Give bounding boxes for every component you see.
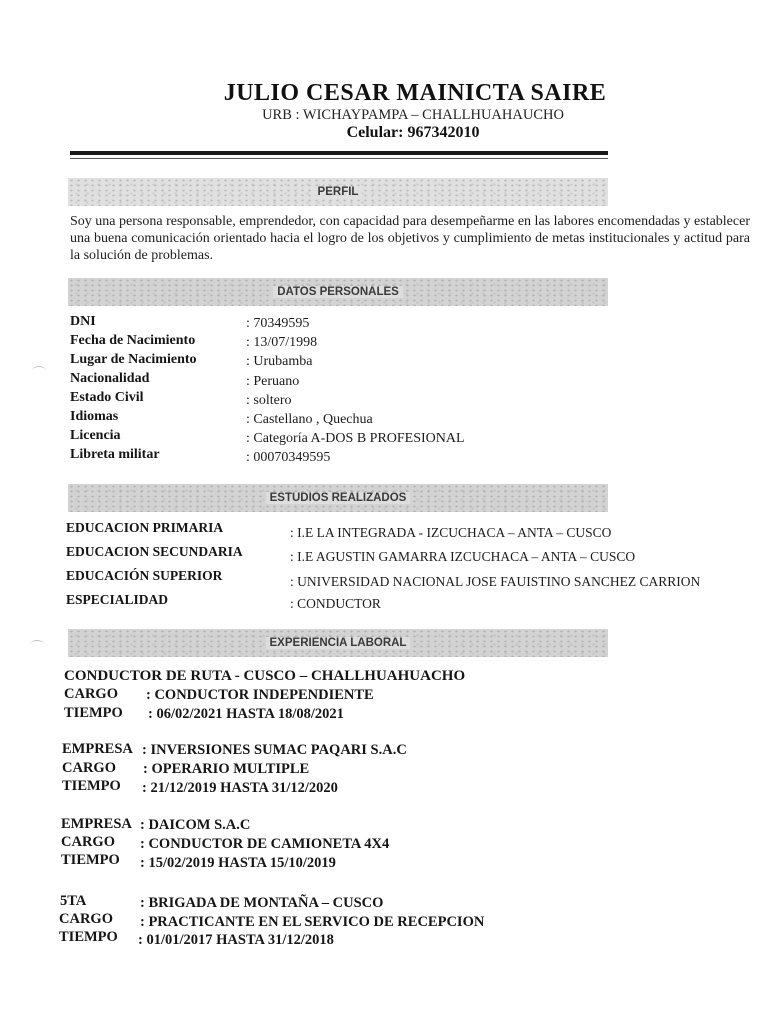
study-label: EDUCACIÓN SUPERIOR (66, 568, 223, 583)
job-tiempo-label: TIEMPO (61, 852, 120, 868)
job-cargo: : PRACTICANTE EN EL SERVICO DE RECEPCION (140, 914, 485, 930)
section-title-experiencia: EXPERIENCIA LABORAL (266, 637, 411, 649)
study-label: EDUCACION SECUNDARIA (66, 544, 243, 559)
section-header-datos-personales (68, 278, 608, 306)
job-cargo: : CONDUCTOR DE CAMIONETA 4X4 (140, 836, 390, 852)
section-title-perfil: PERFIL (314, 186, 363, 198)
personal-label: Nacionalidad (70, 371, 150, 386)
job-empresa-label: EMPRESA (62, 741, 133, 757)
study-value: : CONDUCTOR (290, 596, 381, 611)
personal-label: DNI (70, 314, 96, 329)
personal-label: Lugar de Nacimiento (70, 352, 197, 367)
job-empresa: : INVERSIONES SUMAC PAQARI S.A.C (142, 742, 407, 758)
job-tiempo: : 01/01/2017 HASTA 31/12/2018 (138, 932, 334, 948)
job-tiempo-label: TIEMPO (59, 929, 118, 945)
job-cargo-label: CARGO (61, 834, 115, 850)
candidate-name: JULIO CESAR MAINICTA SAIRE (223, 80, 607, 106)
study-label: ESPECIALIDAD (66, 592, 169, 607)
job-tiempo: : 15/02/2019 HASTA 15/10/2019 (140, 855, 336, 871)
job-cargo-label: CARGO (62, 760, 116, 776)
profile-text: Soy una persona responsable, emprendedor, con capacidad para desempeñarme en las labores encomendadas y establecer una buena comunicación orientado hacia el logro de los objetivos y cumplimiento de metas institucionales y actitud para la solución de problemas. (70, 214, 750, 263)
section-title-datos-personales: DATOS PERSONALES (273, 286, 403, 298)
job-tiempo: : 06/02/2021 HASTA 18/08/2021 (148, 706, 344, 722)
personal-value: : Castellano , Quechua (246, 412, 373, 427)
personal-label: Idiomas (70, 409, 119, 424)
section-header-perfil (68, 178, 608, 206)
personal-value: : soltero (246, 393, 292, 408)
personal-label: Licencia (70, 428, 121, 443)
personal-value: : 13/07/1998 (246, 335, 318, 350)
job-cargo-label: CARGO (64, 686, 118, 702)
personal-value: : Urubamba (246, 354, 313, 369)
personal-value: : 70349595 (246, 316, 310, 331)
job-tiempo: : 21/12/2019 HASTA 31/12/2020 (142, 780, 338, 796)
job-cargo: : OPERARIO MULTIPLE (143, 761, 310, 777)
personal-value: : Categoría A-DOS B PROFESIONAL (246, 431, 465, 446)
personal-label: Estado Civil (70, 390, 144, 405)
job-empresa: : DAICOM S.A.C (140, 817, 251, 833)
scan-mark (32, 366, 46, 375)
section-title-estudios: ESTUDIOS REALIZADOS (266, 492, 411, 504)
job-empresa-label: 5TA (60, 893, 87, 909)
personal-label: Libreta militar (70, 447, 160, 462)
personal-label: Fecha de Nacimiento (70, 333, 196, 348)
study-value: : I.E LA INTEGRADA - IZCUCHACA – ANTA – CUSCO (290, 525, 612, 540)
job-empresa: : BRIGADA DE MONTAÑA – CUSCO (140, 895, 384, 911)
header-divider-thin (70, 158, 608, 159)
study-value: : I.E AGUSTIN GAMARRA IZCUCHACA – ANTA – CUSCO (290, 549, 636, 564)
job-empresa-label: EMPRESA (61, 816, 132, 832)
job-tiempo-label: TIEMPO (64, 705, 123, 721)
personal-value: : Peruano (246, 374, 300, 389)
section-header-experiencia (68, 629, 608, 657)
job-tiempo-label: TIEMPO (62, 778, 121, 794)
job-cargo-label: CARGO (59, 911, 113, 927)
study-value: : UNIVERSIDAD NACIONAL JOSE FAUISTINO SANCHEZ CARRION (290, 574, 701, 589)
scan-mark (30, 640, 44, 649)
section-header-estudios (68, 484, 608, 512)
personal-value: : 00070349595 (246, 450, 331, 465)
phone: Celular: 967342010 (346, 124, 480, 141)
header-divider (70, 151, 608, 155)
job-heading: CONDUCTOR DE RUTA - CUSCO – CHALLHUAHUACHO (64, 668, 466, 684)
address: URB : WICHAYPAMPA – CHALLHUAHAUCHO (262, 107, 564, 123)
study-label: EDUCACION PRIMARIA (66, 520, 224, 535)
job-cargo: : CONDUCTOR INDEPENDIENTE (146, 687, 374, 703)
